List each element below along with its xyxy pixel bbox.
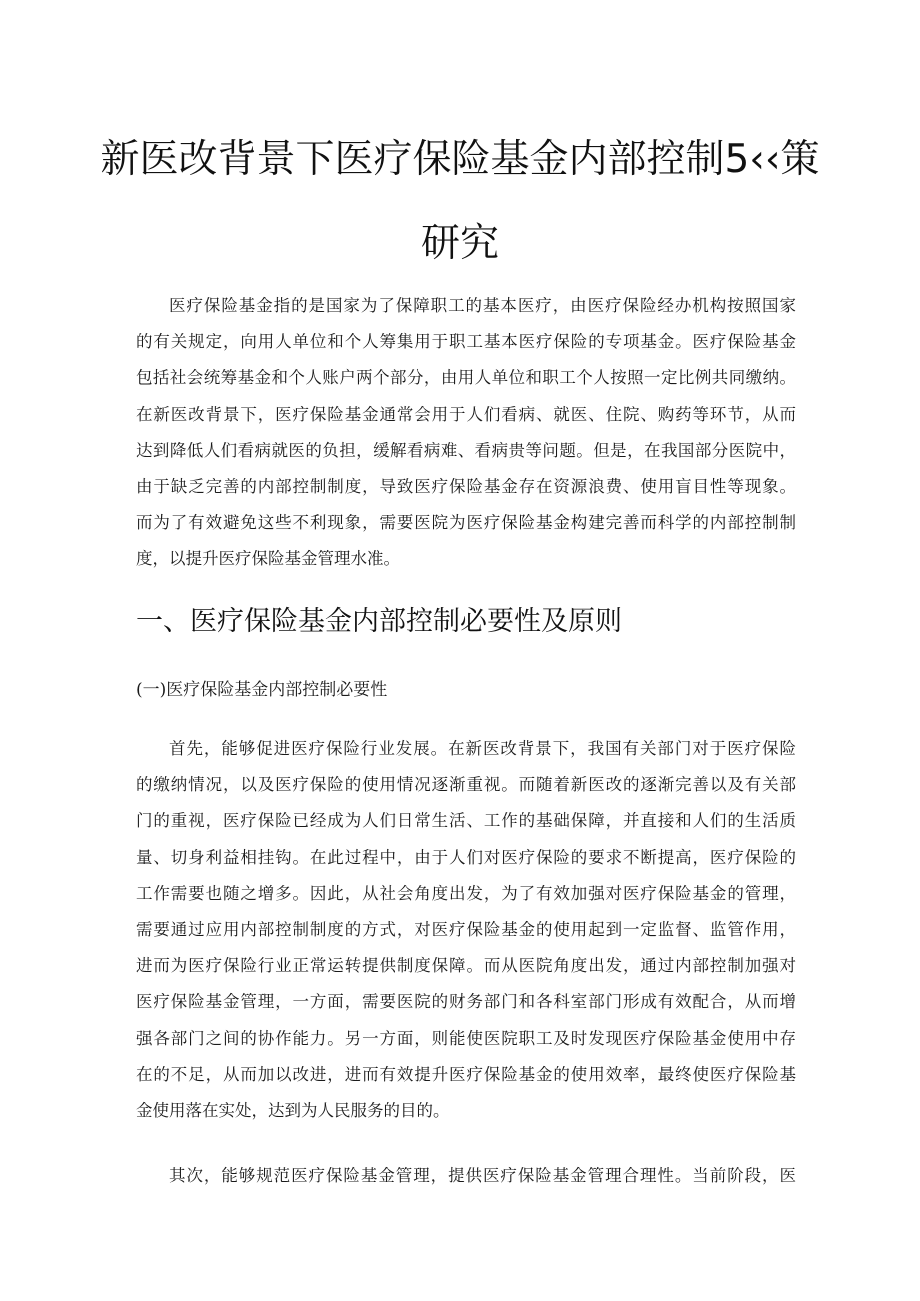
paragraph-line: 的有关规定，向用人单位和个人筹集用于职工基本医疗保险的专项基金。医疗保险基金 bbox=[136, 332, 796, 352]
regulation-paragraph bbox=[136, 1158, 796, 1194]
paragraph-line: 进而为医疗保险行业正常运转提供制度保障。而从医院角度出发，通过内部控制加强对 bbox=[136, 956, 796, 976]
section-heading: 一、医疗保险基金内部控制必要性及原则 bbox=[136, 606, 622, 637]
paragraph-line: 在新医改背景下，医疗保险基金通常会用于人们看病、就医、住院、购药等环节，从而 bbox=[136, 404, 796, 424]
paragraph-line: 首先，能够促进医疗保险行业发展。在新医改背景下，我国有关部门对于医疗保险 bbox=[169, 739, 796, 758]
document-title: 新医改背景下医疗保险基金内部控制5‹‹策研究 bbox=[100, 137, 820, 266]
subsection-heading: (一)医疗保险基金内部控制必要性 bbox=[136, 680, 388, 700]
paragraph-line: 其次，能够规范医疗保险基金管理，提供医疗保险基金管理合理性。当前阶段，医 bbox=[169, 1166, 796, 1185]
necessity-paragraph bbox=[136, 731, 796, 1129]
paragraph-line: 金使用落在实处，达到为人民服务的目的。 bbox=[136, 1101, 450, 1121]
paragraph-line: 量、切身利益相挂钩。在此过程中，由于人们对医疗保险的要求不断提高，医疗保险的 bbox=[136, 847, 796, 867]
intro-paragraph bbox=[136, 288, 796, 578]
paragraph-line: 的缴纳情况，以及医疗保险的使用情况逐渐重视。而随着新医改的逐渐完善以及有关部 bbox=[136, 775, 796, 795]
paragraph-line: 门的重视，医疗保险已经成为人们日常生活、工作的基础保障，并直接和人们的生活质 bbox=[136, 811, 796, 831]
paragraph-line: 强各部门之间的协作能力。另一方面，则能使医院职工及时发现医疗保险基金使用中存 bbox=[136, 1028, 796, 1048]
paragraph-line: 工作需要也随之增多。因此，从社会角度出发，为了有效加强对医疗保险基金的管理， bbox=[136, 883, 796, 903]
paragraph-line: 度，以提升医疗保险基金管理水准。 bbox=[136, 549, 400, 569]
paragraph-line: 而为了有效避免这些不利现象，需要医院为医疗保险基金构建完善而科学的内部控制制 bbox=[136, 513, 796, 533]
paragraph-line: 在的不足，从而加以改进，进而有效提升医疗保险基金的使用效率，最终使医疗保险基 bbox=[136, 1064, 796, 1084]
paragraph-line: 需要通过应用内部控制制度的方式，对医疗保险基金的使用起到一定监督、监管作用， bbox=[136, 920, 796, 940]
paragraph-line: 包括社会统筹基金和个人账户两个部分，由用人单位和职工个人按照一定比例共同缴纳。 bbox=[136, 368, 796, 388]
paragraph-line: 由于缺乏完善的内部控制制度，导致医疗保险基金存在资源浪费、使用盲目性等现象。 bbox=[136, 477, 796, 497]
paragraph-line: 达到降低人们看病就医的负担，缓解看病难、看病贵等问题。但是，在我国部分医院中， bbox=[136, 440, 796, 460]
paragraph-line: 医疗保险基金指的是国家为了保障职工的基本医疗，由医疗保险经办机构按照国家 bbox=[169, 296, 796, 315]
paragraph-line: 医疗保险基金管理，一方面，需要医院的财务部门和各科室部门形成有效配合，从而增 bbox=[136, 992, 796, 1012]
